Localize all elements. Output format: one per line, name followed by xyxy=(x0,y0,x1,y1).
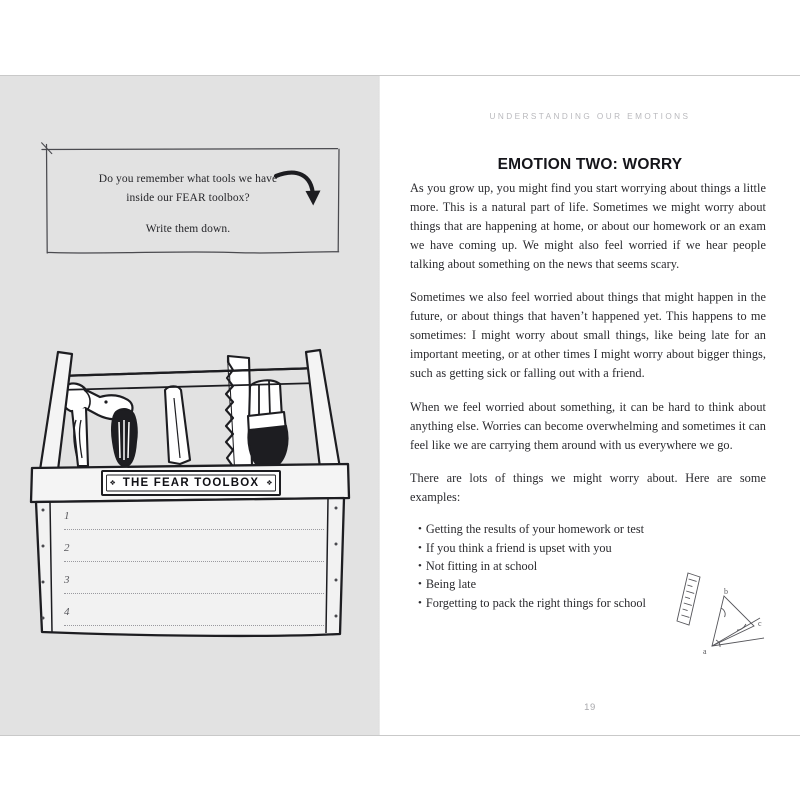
paragraph: There are lots of things we might worry about. Here are some examples: xyxy=(410,471,766,505)
page-title: EMOTION TWO: WORRY xyxy=(497,156,683,174)
paragraph: Sometimes we also feel worried about things that might happen in the future, or about things that haven’t happened yet. This happens to me sometimes: I might worry about small things, like being late for an important meeting, or at other times I might worry about bigger things, such as getting sick or falling out with a friend. xyxy=(410,290,766,381)
prompt-line-3: Write them down. xyxy=(145,223,231,236)
writing-line[interactable] xyxy=(64,574,324,606)
toolbox-plaque xyxy=(102,474,280,492)
line-number: 3 xyxy=(64,574,70,586)
doodle-label-a: a xyxy=(703,647,707,656)
ruler-and-triangle-doodle-icon xyxy=(676,568,772,660)
page-number: 19 xyxy=(584,702,596,713)
saw-icon xyxy=(226,356,252,468)
list-item: • Not fitting in at school xyxy=(418,557,766,575)
paintbrush-icon xyxy=(248,380,288,466)
curved-down-arrow-icon xyxy=(270,164,330,224)
writing-line[interactable] xyxy=(64,510,324,542)
paragraph: As you grow up, you might find you start worrying about things a little more. This is a natural part of life. Sometimes we might worry about things that are happening at home, or about our homework or an exam we have coming up. We might also feel worried if we hear people talking about something on the news that seems scary. xyxy=(410,181,766,271)
paragraph: When we feel worried about something, it can be hard to think about anything else. Worries can become overwhelming and sometimes it can feel like we are carrying them around with us everywhere we go. xyxy=(410,399,766,452)
chisel-icon xyxy=(165,386,190,464)
doodle-label-c: c xyxy=(758,619,762,628)
left-page xyxy=(0,76,380,735)
prompt-line-1: Do you remember what tools we have xyxy=(98,173,278,185)
line-rule xyxy=(64,529,324,530)
writing-line[interactable] xyxy=(64,606,324,638)
plaque-ornament-left: ❖ xyxy=(109,479,116,487)
plaque-ornament-right: ❖ xyxy=(266,479,273,487)
list-item: • Being late xyxy=(418,575,766,593)
book-spread xyxy=(0,76,800,735)
screwdriver-icon xyxy=(112,409,137,466)
list-item: • If you think a friend is upset with you xyxy=(418,539,766,557)
running-head: UNDERSTANDING OUR EMOTIONS xyxy=(489,112,691,121)
toolbox-writing-lines xyxy=(64,510,324,638)
line-number: 2 xyxy=(64,542,70,554)
prompt-line-2: inside our FEAR toolbox? xyxy=(126,191,250,204)
doodle-label-b: b xyxy=(724,587,728,596)
line-number: 4 xyxy=(64,606,70,618)
list-item: • Forgetting to pack the right things for school xyxy=(418,594,766,612)
fear-toolbox-illustration xyxy=(28,338,353,638)
body-text xyxy=(410,179,766,612)
line-rule xyxy=(64,561,324,562)
line-rule xyxy=(64,593,324,594)
toolbox-label: THE FEAR TOOLBOX xyxy=(122,477,260,489)
line-number: 1 xyxy=(64,510,70,522)
right-page xyxy=(380,76,800,735)
writing-line[interactable] xyxy=(64,542,324,574)
line-rule xyxy=(64,625,324,626)
list-item: • Getting the results of your homework or test xyxy=(418,520,766,538)
